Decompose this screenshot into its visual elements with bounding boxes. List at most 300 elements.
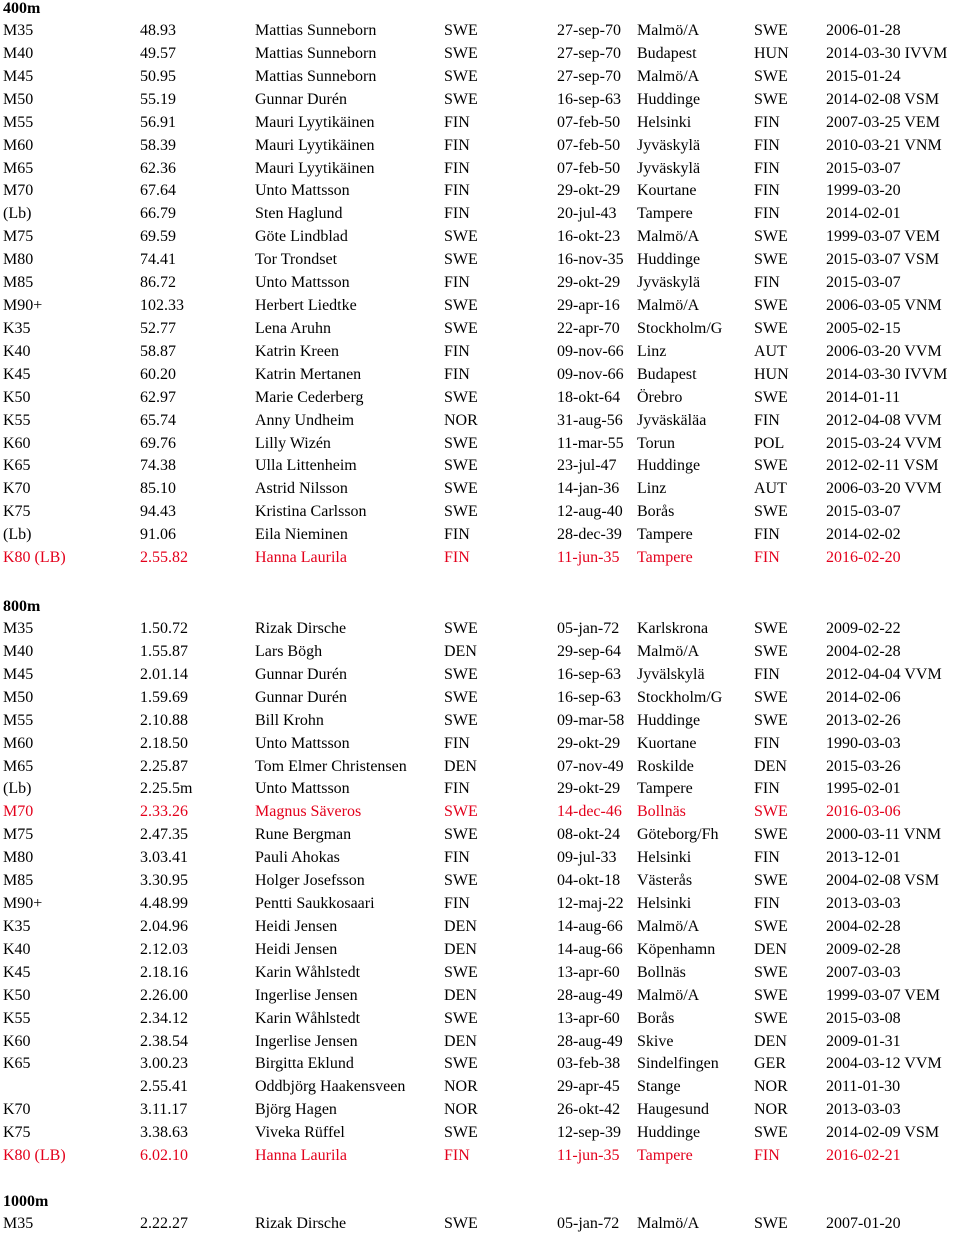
table-row (0, 617, 960, 640)
athlete-name-cell: Marie Cederberg (255, 388, 364, 406)
record-date-cell: 2014-02-02 (826, 526, 901, 544)
table-row (0, 363, 960, 386)
table-row (0, 248, 960, 271)
athlete-name-cell: Karin Wåhlstedt (255, 1009, 361, 1027)
venue-cell: Huddinge (637, 457, 701, 475)
result-cell: 49.57 (140, 44, 176, 62)
result-cell: 6.02.10 (140, 1147, 188, 1165)
result-cell: 2.55.82 (140, 549, 188, 567)
result-cell: 60.20 (140, 365, 176, 383)
nationality-cell: SWE (444, 688, 478, 706)
venue-cell: Tampere (637, 780, 693, 798)
athlete-name-cell: Katrin Mertanen (255, 365, 362, 383)
birth-date-cell: 29-okt-29 (557, 734, 621, 752)
record-date-cell: 2006-03-20 VVM (826, 480, 942, 498)
record-date-cell: 2007-03-03 (826, 963, 901, 981)
birth-date-cell: 13-apr-60 (557, 963, 620, 981)
venue-cell: Helsinki (637, 849, 692, 867)
athlete-name-cell: Sten Haglund (255, 205, 343, 223)
birth-date-cell: 09-mar-58 (557, 711, 625, 729)
result-cell: 56.91 (140, 113, 176, 131)
athlete-name-cell: Gunnar Durén (255, 665, 347, 683)
result-cell: 74.38 (140, 457, 176, 475)
country-cell: SWE (754, 67, 788, 85)
record-date-cell: 2011-01-30 (826, 1078, 901, 1096)
venue-cell: Tampere (637, 205, 693, 223)
record-date-cell: 2009-02-28 (826, 940, 901, 958)
athlete-name-cell: Ingerlise Jensen (255, 1032, 358, 1050)
table-row (0, 1212, 960, 1235)
result-cell: 1.59.69 (140, 688, 188, 706)
table-row (0, 846, 960, 869)
nationality-cell: SWE (444, 319, 478, 337)
athlete-name-cell: Göte Lindblad (255, 228, 348, 246)
class-cell: K65 (3, 457, 31, 475)
athlete-name-cell: Ulla Littenheim (255, 457, 357, 475)
result-cell: 102.33 (140, 297, 184, 315)
record-date-cell: 2012-04-08 VVM (826, 411, 942, 429)
birth-date-cell: 12-maj-22 (557, 895, 624, 913)
class-cell: M70 (3, 182, 34, 200)
result-cell: 69.76 (140, 434, 176, 452)
country-cell: SWE (754, 620, 788, 637)
record-date-cell: 2014-02-09 VSM (826, 1124, 940, 1142)
nationality-cell: FIN (444, 895, 470, 913)
birth-date-cell: 18-okt-64 (557, 388, 621, 406)
record-date-cell: 2006-03-20 VVM (826, 342, 942, 360)
result-cell: 2.47.35 (140, 826, 188, 844)
birth-date-cell: 14-dec-46 (557, 803, 622, 821)
nationality-cell: SWE (444, 803, 478, 821)
birth-date-cell: 12-aug-40 (557, 503, 623, 521)
country-cell: SWE (754, 388, 788, 406)
record-date-cell: 2012-02-11 VSM (826, 457, 939, 475)
country-cell: FIN (754, 895, 780, 913)
result-cell: 50.95 (140, 67, 176, 85)
athlete-name-cell: Bill Krohn (255, 711, 324, 729)
venue-cell: Stockholm/G (637, 319, 723, 337)
record-date-cell: 2009-02-22 (826, 620, 901, 637)
birth-date-cell: 09-nov-66 (557, 365, 624, 383)
athlete-name-cell: Gunnar Durén (255, 688, 347, 706)
record-date-cell: 2004-03-12 VVM (826, 1055, 942, 1073)
athlete-name-cell: Pauli Ahokas (255, 849, 340, 867)
venue-cell: Jyväskylä (637, 159, 701, 177)
country-cell: SWE (754, 963, 788, 981)
athlete-name-cell: Karin Wåhlstedt (255, 963, 361, 981)
record-date-cell: 2013-03-03 (826, 895, 901, 913)
country-cell: POL (754, 434, 785, 452)
nationality-cell: SWE (444, 1055, 478, 1073)
class-cell: K45 (3, 963, 31, 981)
venue-cell: Huddinge (637, 90, 701, 108)
class-cell: M45 (3, 665, 34, 683)
class-cell: M35 (3, 22, 34, 39)
table-row (0, 500, 960, 523)
result-cell: 67.64 (140, 182, 176, 200)
athlete-name-cell: Astrid Nilsson (255, 480, 348, 498)
country-cell: FIN (754, 1147, 780, 1165)
birth-date-cell: 11-jun-35 (557, 549, 620, 567)
nationality-cell: FIN (444, 159, 470, 177)
class-cell: K65 (3, 1055, 31, 1073)
country-cell: SWE (754, 642, 788, 660)
class-cell: M45 (3, 67, 34, 85)
nationality-cell: SWE (444, 44, 478, 62)
result-cell: 2.18.50 (140, 734, 188, 752)
table-row (0, 686, 960, 709)
venue-cell: Huddinge (637, 251, 701, 269)
country-cell: SWE (754, 826, 788, 844)
venue-cell: Malmö/A (637, 642, 700, 660)
class-cell: K50 (3, 388, 31, 406)
athlete-name-cell: Oddbjörg Haakensveen (255, 1078, 406, 1096)
section-heading: 1000m (3, 1193, 49, 1210)
country-cell: FIN (754, 849, 780, 867)
table-row (0, 294, 960, 317)
result-cell: 2.22.27 (140, 1215, 188, 1232)
country-cell: FIN (754, 136, 780, 154)
table-row (0, 225, 960, 248)
athlete-name-cell: Anny Undheim (255, 411, 355, 429)
birth-date-cell: 16-okt-23 (557, 228, 621, 246)
venue-cell: Jyväskylä (637, 274, 701, 292)
nationality-cell: SWE (444, 457, 478, 475)
venue-cell: Linz (637, 342, 667, 360)
athlete-name-cell: Lilly Wizén (255, 434, 331, 452)
venue-cell: Malmö/A (637, 228, 700, 246)
country-cell: FIN (754, 549, 780, 567)
class-cell: M85 (3, 274, 34, 292)
table-row (0, 202, 960, 225)
class-cell: K80 (LB) (3, 549, 66, 567)
country-cell: HUN (754, 365, 789, 383)
table-row (0, 892, 960, 915)
nationality-cell: DEN (444, 1032, 477, 1050)
athlete-name-cell: Rizak Dirsche (255, 1215, 347, 1232)
class-cell: K75 (3, 503, 31, 521)
athlete-name-cell: Pentti Saukkosaari (255, 895, 375, 913)
nationality-cell: SWE (444, 388, 478, 406)
section-heading: 800m (3, 598, 41, 615)
result-cell: 2.04.96 (140, 917, 188, 935)
athlete-name-cell: Hanna Laurila (255, 549, 347, 567)
birth-date-cell: 04-okt-18 (557, 872, 621, 890)
country-cell: AUT (754, 480, 787, 498)
table-row (0, 546, 960, 569)
record-date-cell: 2014-02-06 (826, 688, 901, 706)
venue-cell: Helsinki (637, 113, 692, 131)
class-cell: M35 (3, 1215, 34, 1232)
nationality-cell: FIN (444, 342, 470, 360)
record-date-cell: 2013-12-01 (826, 849, 901, 867)
nationality-cell: SWE (444, 480, 478, 498)
table-row (0, 640, 960, 663)
country-cell: SWE (754, 297, 788, 315)
record-date-cell: 2007-01-20 (826, 1215, 901, 1232)
venue-cell: Jyvälskylä (637, 665, 705, 683)
birth-date-cell: 05-jan-72 (557, 1215, 620, 1232)
nationality-cell: NOR (444, 1078, 478, 1096)
country-cell: DEN (754, 940, 787, 958)
result-cell: 2.18.16 (140, 963, 188, 981)
table-row (0, 42, 960, 65)
result-cell: 2.25.87 (140, 757, 188, 775)
nationality-cell: SWE (444, 90, 478, 108)
birth-date-cell: 07-feb-50 (557, 136, 621, 154)
country-cell: SWE (754, 228, 788, 246)
table-row (0, 65, 960, 88)
record-date-cell: 2015-03-08 (826, 1009, 901, 1027)
athlete-name-cell: Katrin Kreen (255, 342, 339, 360)
record-date-cell: 2014-02-01 (826, 205, 901, 223)
nationality-cell: SWE (444, 872, 478, 890)
class-cell: M75 (3, 826, 34, 844)
nationality-cell: FIN (444, 849, 470, 867)
nationality-cell: SWE (444, 67, 478, 85)
result-cell: 86.72 (140, 274, 176, 292)
birth-date-cell: 28-aug-49 (557, 1032, 623, 1050)
birth-date-cell: 11-jun-35 (557, 1147, 620, 1165)
result-cell: 48.93 (140, 22, 176, 39)
record-date-cell: 2006-03-05 VNM (826, 297, 942, 315)
nationality-cell: DEN (444, 940, 477, 958)
birth-date-cell: 28-aug-49 (557, 986, 623, 1004)
venue-cell: Roskilde (637, 757, 694, 775)
nationality-cell: SWE (444, 228, 478, 246)
country-cell: FIN (754, 526, 780, 544)
record-date-cell: 2014-02-08 VSM (826, 90, 940, 108)
table-row (0, 432, 960, 455)
nationality-cell: SWE (444, 434, 478, 452)
venue-cell: Linz (637, 480, 667, 498)
result-cell: 74.41 (140, 251, 176, 269)
class-cell: M85 (3, 872, 34, 890)
record-date-cell: 2015-03-07 (826, 503, 901, 521)
country-cell: FIN (754, 274, 780, 292)
class-cell: M35 (3, 620, 34, 637)
nationality-cell: SWE (444, 620, 478, 637)
birth-date-cell: 29-apr-16 (557, 297, 620, 315)
table-row (0, 157, 960, 180)
table-row (0, 732, 960, 755)
birth-date-cell: 22-apr-70 (557, 319, 620, 337)
table-row (0, 454, 960, 477)
country-cell: FIN (754, 734, 780, 752)
class-cell: M55 (3, 113, 34, 131)
country-cell: SWE (754, 986, 788, 1004)
record-date-cell: 2007-03-25 VEM (826, 113, 940, 131)
class-cell: K50 (3, 986, 31, 1004)
result-cell: 2.38.54 (140, 1032, 188, 1050)
nationality-cell: SWE (444, 251, 478, 269)
table-row (0, 869, 960, 892)
table-row (0, 1098, 960, 1121)
country-cell: SWE (754, 90, 788, 108)
country-cell: SWE (754, 1215, 788, 1232)
country-cell: FIN (754, 182, 780, 200)
birth-date-cell: 03-feb-38 (557, 1055, 621, 1073)
birth-date-cell: 14-jan-36 (557, 480, 620, 498)
birth-date-cell: 20-jul-43 (557, 205, 617, 223)
class-cell: M55 (3, 711, 34, 729)
athlete-name-cell: Unto Mattsson (255, 734, 350, 752)
athlete-name-cell: Mauri Lyytikäinen (255, 159, 375, 177)
birth-date-cell: 16-sep-63 (557, 90, 621, 108)
result-cell: 2.34.12 (140, 1009, 188, 1027)
result-cell: 2.01.14 (140, 665, 188, 683)
athlete-name-cell: Eila Nieminen (255, 526, 348, 544)
table-row (0, 523, 960, 546)
birth-date-cell: 29-sep-64 (557, 642, 621, 660)
table-row (0, 386, 960, 409)
table-row (0, 88, 960, 111)
nationality-cell: NOR (444, 411, 478, 429)
class-cell: K75 (3, 1124, 31, 1142)
venue-cell: Malmö/A (637, 22, 700, 39)
result-cell: 65.74 (140, 411, 176, 429)
class-cell: M75 (3, 228, 34, 246)
country-cell: GER (754, 1055, 786, 1073)
record-date-cell: 2015-03-07 (826, 159, 901, 177)
nationality-cell: FIN (444, 734, 470, 752)
table-row (0, 938, 960, 961)
country-cell: SWE (754, 251, 788, 269)
record-date-cell: 2016-02-20 (826, 549, 901, 567)
venue-cell: Göteborg/Fh (637, 826, 719, 844)
table-row (0, 19, 960, 42)
nationality-cell: FIN (444, 113, 470, 131)
table-row (0, 709, 960, 732)
nationality-cell: DEN (444, 757, 477, 775)
table-row (0, 915, 960, 938)
table-row (0, 317, 960, 340)
nationality-cell: SWE (444, 826, 478, 844)
result-cell: 2.33.26 (140, 803, 188, 821)
country-cell: DEN (754, 757, 787, 775)
class-cell: K70 (3, 1101, 31, 1119)
result-cell: 62.36 (140, 159, 176, 177)
athlete-name-cell: Mattias Sunneborn (255, 22, 377, 39)
venue-cell: Skive (637, 1032, 674, 1050)
nationality-cell: FIN (444, 205, 470, 223)
class-cell: M50 (3, 90, 34, 108)
birth-date-cell: 13-apr-60 (557, 1009, 620, 1027)
venue-cell: Kourtane (637, 182, 697, 200)
country-cell: HUN (754, 44, 789, 62)
country-cell: FIN (754, 780, 780, 798)
country-cell: AUT (754, 342, 787, 360)
record-date-cell: 2014-01-11 (826, 388, 901, 406)
country-cell: FIN (754, 205, 780, 223)
class-cell: K70 (3, 480, 31, 498)
class-cell: M60 (3, 136, 34, 154)
birth-date-cell: 16-sep-63 (557, 688, 621, 706)
table-row (0, 777, 960, 800)
table-row (0, 1075, 960, 1098)
athlete-name-cell: Unto Mattsson (255, 274, 350, 292)
venue-cell: Huddinge (637, 1124, 701, 1142)
venue-cell: Malmö/A (637, 986, 700, 1004)
country-cell: DEN (754, 1032, 787, 1050)
venue-cell: Tampere (637, 526, 693, 544)
class-cell: M40 (3, 44, 34, 62)
venue-cell: Stockholm/G (637, 688, 723, 706)
venue-cell: Malmö/A (637, 917, 700, 935)
birth-date-cell: 29-okt-29 (557, 274, 621, 292)
birth-date-cell: 16-nov-35 (557, 251, 624, 269)
country-cell: SWE (754, 22, 788, 39)
result-cell: 62.97 (140, 388, 176, 406)
nationality-cell: SWE (444, 22, 478, 39)
record-date-cell: 2014-03-30 IVVM (826, 365, 948, 383)
birth-date-cell: 27-sep-70 (557, 44, 621, 62)
table-row (0, 961, 960, 984)
nationality-cell: FIN (444, 274, 470, 292)
country-cell: SWE (754, 503, 788, 521)
class-cell: (Lb) (3, 205, 32, 223)
class-cell: K55 (3, 411, 31, 429)
table-row (0, 823, 960, 846)
athlete-name-cell: Rune Bergman (255, 826, 352, 844)
result-cell: 69.59 (140, 228, 176, 246)
result-cell: 58.39 (140, 136, 176, 154)
record-date-cell: 1990-03-03 (826, 734, 901, 752)
result-cell: 2.25.5m (140, 780, 193, 798)
birth-date-cell: 09-jul-33 (557, 849, 617, 867)
venue-cell: Malmö/A (637, 1215, 700, 1232)
record-date-cell: 2013-02-26 (826, 711, 901, 729)
venue-cell: Jyväskäläa (637, 411, 707, 429)
venue-cell: Malmö/A (637, 297, 700, 315)
record-date-cell: 2010-03-21 VNM (826, 136, 942, 154)
nationality-cell: FIN (444, 182, 470, 200)
table-row (0, 1052, 960, 1075)
class-cell: K35 (3, 319, 31, 337)
class-cell: (Lb) (3, 526, 32, 544)
birth-date-cell: 16-sep-63 (557, 665, 621, 683)
venue-cell: Sindelfingen (637, 1055, 719, 1073)
nationality-cell: NOR (444, 1101, 478, 1119)
table-row (0, 1121, 960, 1144)
birth-date-cell: 28-dec-39 (557, 526, 622, 544)
record-date-cell: 2014-03-30 IVVM (826, 44, 948, 62)
athlete-name-cell: Lena Aruhn (255, 319, 331, 337)
country-cell: FIN (754, 113, 780, 131)
record-date-cell: 2013-03-03 (826, 1101, 901, 1119)
record-date-cell: 2015-01-24 (826, 67, 901, 85)
venue-cell: Huddinge (637, 711, 701, 729)
record-date-cell: 1999-03-07 VEM (826, 986, 940, 1004)
athlete-name-cell: Kristina Carlsson (255, 503, 367, 521)
nationality-cell: FIN (444, 136, 470, 154)
athlete-name-cell: Mattias Sunneborn (255, 67, 377, 85)
athlete-name-cell: Heidi Jensen (255, 917, 338, 935)
venue-cell: Budapest (637, 365, 697, 383)
class-cell: M65 (3, 159, 34, 177)
birth-date-cell: 07-feb-50 (557, 159, 621, 177)
result-cell: 2.55.41 (140, 1078, 188, 1096)
result-cell: 52.77 (140, 319, 176, 337)
country-cell: SWE (754, 711, 788, 729)
venue-cell: Haugesund (637, 1101, 709, 1119)
class-cell: K55 (3, 1009, 31, 1027)
class-cell: K40 (3, 940, 31, 958)
class-cell: K40 (3, 342, 31, 360)
venue-cell: Borås (637, 503, 675, 521)
record-date-cell: 2009-01-31 (826, 1032, 901, 1050)
record-date-cell: 2016-03-06 (826, 803, 901, 821)
